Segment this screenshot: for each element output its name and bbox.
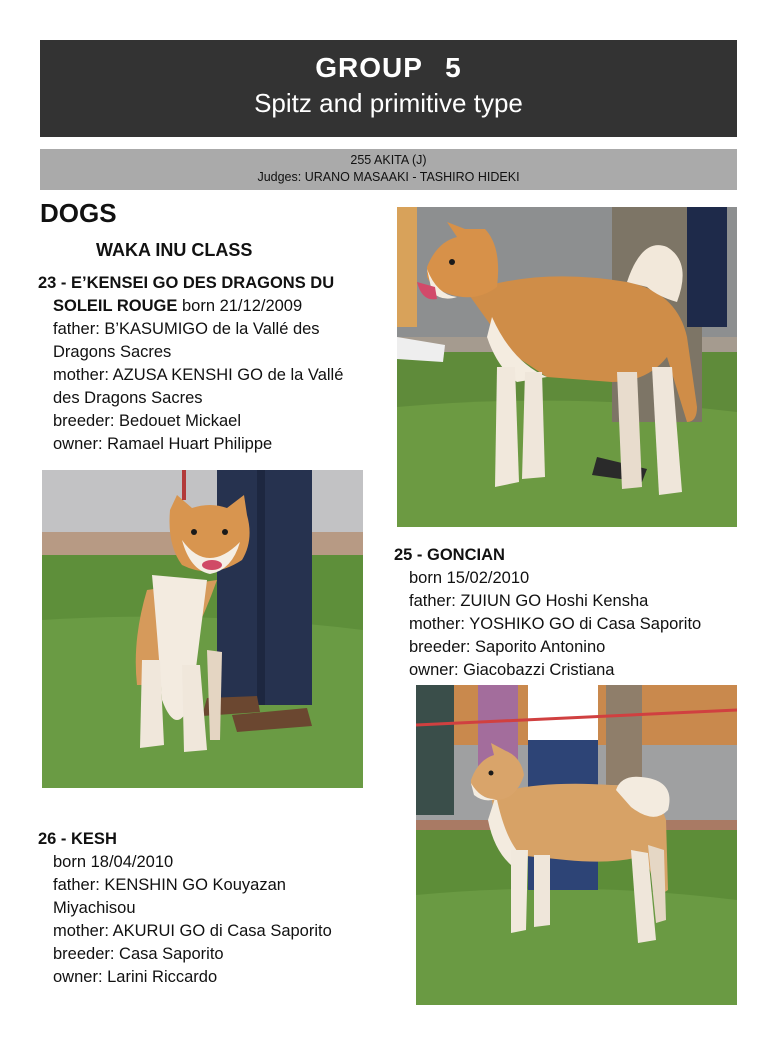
judges-line: Judges: URANO MASAAKI - TASHIRO HIDEKI [257,170,520,184]
group-title: GROUP 5 [315,52,462,83]
born-date: born 15/02/2010 [409,569,530,587]
mother: mother: AZUSA KENSHI GO de la Vallé [53,366,344,384]
father: father: B’KASUMIGO de la Vallé des [53,320,320,338]
entry-25 [394,544,701,682]
owner: owner: Giacobazzi Cristiana [409,661,615,679]
entry-title-cont: SOLEIL ROUGE [53,297,178,315]
mother: mother: YOSHIKO GO di Casa Saporito [409,615,702,633]
owner: owner: Larini Riccardo [53,968,218,986]
dog-photo-26 [42,470,363,788]
mother-cont: des Dragons Sacres [53,389,203,407]
mother: mother: AKURUI GO di Casa Saporito [53,922,332,940]
father-cont: Miyachisou [53,899,136,917]
entry-title: 25 - GONCIAN [394,546,505,564]
entry-26 [38,828,332,989]
dog-photo-23 [397,207,737,527]
breeder: breeder: Saporito Antonino [409,638,606,656]
breeder: breeder: Bedouet Mickael [53,412,242,430]
born-date: born 21/12/2009 [177,297,303,315]
father: father: ZUIUN GO Hoshi Kensha [409,592,649,610]
entry-23 [38,272,343,456]
owner: owner: Ramael Huart Philippe [53,435,273,453]
class-title: WAKA INU CLASS [96,240,253,260]
entry-title: 26 - KESH [38,830,117,848]
born-date: born 18/04/2010 [53,853,174,871]
breed-banner [40,149,737,190]
father: father: KENSHIN GO Kouyazan [53,876,286,894]
breed-name: 255 AKITA (J) [350,153,427,167]
father-cont: Dragons Sacres [53,343,172,361]
breeder: breeder: Casa Saporito [53,945,224,963]
section-title: DOGS [40,198,117,228]
group-header [40,40,737,137]
group-subtitle: Spitz and primitive type [254,88,523,118]
dog-photo-25 [416,685,737,1005]
entry-title: 23 - E’KENSEI GO DES DRAGONS DU [38,274,335,292]
